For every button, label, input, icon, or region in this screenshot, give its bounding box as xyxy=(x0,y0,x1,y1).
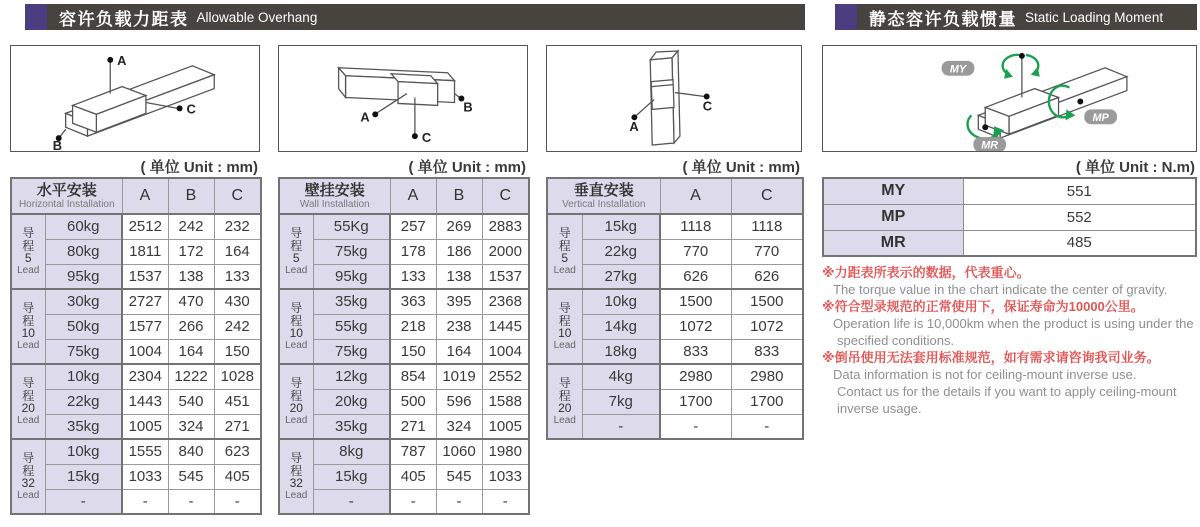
value-cell: 172 xyxy=(168,239,214,264)
load-cell: 35kg xyxy=(313,414,390,439)
table-row xyxy=(11,314,261,339)
header-title-en: Static Loading Moment xyxy=(1025,9,1164,25)
value-cell: 405 xyxy=(214,464,261,489)
moment-label: MP xyxy=(823,204,963,230)
moment-label: MR xyxy=(823,230,963,256)
value-cell: 266 xyxy=(168,314,214,339)
table-header-row xyxy=(279,178,529,214)
value-cell: 2883 xyxy=(482,214,529,239)
header-bar xyxy=(47,4,805,30)
value-cell: 363 xyxy=(390,289,436,314)
value-cell: 545 xyxy=(168,464,214,489)
column-header: A xyxy=(390,178,436,214)
lead-line: 程 xyxy=(290,313,303,328)
column-header: C xyxy=(482,178,529,214)
purple-accent-square xyxy=(25,4,47,30)
note-zh: ※倒吊使用无法套用标准规范，如有需求请咨询我司业务。 xyxy=(822,350,1160,365)
lead-en: Lead xyxy=(285,264,308,276)
value-cell: 1028 xyxy=(214,364,261,389)
lead-line: 导 xyxy=(22,226,35,241)
table-row xyxy=(11,214,261,239)
lead-line: 导 xyxy=(290,376,303,391)
lead-cell xyxy=(11,364,45,439)
value-cell: 430 xyxy=(214,289,261,314)
value-cell: 1072 xyxy=(660,314,731,339)
load-cell: 95kg xyxy=(313,264,390,289)
lead-line: 程 xyxy=(290,238,303,253)
value-cell: 1033 xyxy=(482,464,529,489)
unit-label-mm: ( 单位 Unit : mm) xyxy=(140,159,258,176)
lead-line: 32 xyxy=(21,476,35,491)
unit-label-mm: ( 单位 Unit : mm) xyxy=(682,159,800,176)
value-cell: 138 xyxy=(436,264,482,289)
value-cell: 269 xyxy=(436,214,482,239)
purple-accent-square xyxy=(835,4,857,30)
point-c-label: C xyxy=(421,130,432,146)
value-cell: - xyxy=(731,414,803,439)
value-cell: 1019 xyxy=(436,364,482,389)
point-c-dot xyxy=(177,105,183,111)
value-cell: 178 xyxy=(390,239,436,264)
table-row xyxy=(11,364,261,389)
value-cell: 1500 xyxy=(660,289,731,314)
table-row xyxy=(823,204,1196,230)
wall-installation-diagram xyxy=(278,45,528,152)
value-cell: 470 xyxy=(168,289,214,314)
value-cell: 1555 xyxy=(122,439,168,464)
value-cell: 405 xyxy=(390,464,436,489)
lead-line: 程 xyxy=(22,463,35,478)
header-static-loading-moment xyxy=(835,4,1197,30)
load-cell: 15kg xyxy=(313,464,390,489)
lead-cell xyxy=(279,364,313,439)
value-cell: 186 xyxy=(436,239,482,264)
lead-line: 程 xyxy=(22,313,35,328)
column-header: B xyxy=(436,178,482,214)
value-cell: 2980 xyxy=(731,364,803,389)
column-header: A xyxy=(122,178,168,214)
table-row xyxy=(279,339,529,364)
value-cell: - xyxy=(482,489,529,514)
value-cell: 2980 xyxy=(660,364,731,389)
load-cell: 60kg xyxy=(45,214,122,239)
table-row xyxy=(823,230,1196,256)
value-cell: 1980 xyxy=(482,439,529,464)
lead-line: 导 xyxy=(558,301,571,316)
lead-cell xyxy=(11,289,45,364)
lead-line: 导 xyxy=(290,301,303,316)
table-title xyxy=(547,178,660,214)
value-cell: 2552 xyxy=(482,364,529,389)
value-cell: 1004 xyxy=(122,339,168,364)
value-cell: 854 xyxy=(390,364,436,389)
value-cell: 133 xyxy=(390,264,436,289)
load-cell: 50kg xyxy=(45,314,122,339)
moment-value: 552 xyxy=(963,204,1196,230)
load-cell: 8kg xyxy=(313,439,390,464)
table-row xyxy=(279,289,529,314)
value-cell: 1118 xyxy=(660,214,731,239)
table-row xyxy=(11,264,261,289)
horizontal-installation-table xyxy=(10,177,262,515)
value-cell: 833 xyxy=(660,339,731,364)
lead-line: 10 xyxy=(289,326,303,341)
value-cell: 1537 xyxy=(122,264,168,289)
lead-line: 20 xyxy=(558,401,572,416)
value-cell: - xyxy=(122,489,168,514)
load-cell: - xyxy=(45,489,122,514)
value-cell: 626 xyxy=(660,264,731,289)
table-row xyxy=(823,178,1196,204)
lead-line: 导 xyxy=(558,376,571,391)
lead-line: 导 xyxy=(22,451,35,466)
lead-line: 20 xyxy=(289,401,303,416)
column-header: B xyxy=(168,178,214,214)
table-row xyxy=(11,414,261,439)
note-en: Data information is not for ceiling-mount inverse use. xyxy=(833,367,1137,382)
value-cell: 232 xyxy=(214,214,261,239)
load-cell: 22kg xyxy=(45,389,122,414)
note-en: The torque value in the chart indicate the center of gravity. xyxy=(833,282,1168,297)
load-cell: 15kg xyxy=(45,464,122,489)
load-cell: 75kg xyxy=(313,339,390,364)
lead-line: 程 xyxy=(558,313,571,328)
value-cell: 770 xyxy=(731,239,803,264)
value-cell: 164 xyxy=(214,239,261,264)
table-title-en: Vertical Installation xyxy=(562,199,646,210)
lead-line: 程 xyxy=(558,388,571,403)
table-row xyxy=(279,364,529,389)
value-cell: 1811 xyxy=(122,239,168,264)
value-cell: 324 xyxy=(436,414,482,439)
table-row xyxy=(279,214,529,239)
value-cell: 1072 xyxy=(731,314,803,339)
load-cell: 95kg xyxy=(45,264,122,289)
point-c-label: C xyxy=(186,101,196,117)
value-cell: 1588 xyxy=(482,389,529,414)
point-c-label: C xyxy=(702,98,713,114)
lead-line: 导 xyxy=(290,451,303,466)
point-b-label: B xyxy=(463,99,473,115)
lead-en: Lead xyxy=(553,414,576,426)
actuator-side-drawing xyxy=(279,46,527,151)
lead-line: 32 xyxy=(289,476,303,491)
table-header-row xyxy=(547,178,803,214)
lead-cell xyxy=(279,289,313,364)
lead-line: 5 xyxy=(292,251,300,266)
table-title-en: Wall Installation xyxy=(299,199,370,210)
lead-en: Lead xyxy=(285,339,308,351)
load-cell: 15kg xyxy=(582,214,660,239)
value-cell: 1700 xyxy=(660,389,731,414)
note-zh: ※力距表所表示的数据，代表重心。 xyxy=(822,265,1030,280)
table-row xyxy=(547,239,803,264)
note-en: Operation life is 10,000km when the product is using under the xyxy=(833,316,1194,331)
lead-en: Lead xyxy=(553,339,576,351)
value-cell: 626 xyxy=(731,264,803,289)
vertical-installation-diagram xyxy=(546,45,802,152)
value-cell: 500 xyxy=(390,389,436,414)
header-title-zh: 静态容许负载惯量 xyxy=(869,9,1017,29)
value-cell: 257 xyxy=(390,214,436,239)
value-cell: 2368 xyxy=(482,289,529,314)
column-header: C xyxy=(731,178,803,214)
table-row xyxy=(547,389,803,414)
table-row xyxy=(11,289,261,314)
value-cell: - xyxy=(390,489,436,514)
load-cell: - xyxy=(582,414,660,439)
header-title-en: Allowable Overhang xyxy=(196,9,318,25)
lead-en: Lead xyxy=(17,264,40,276)
lead-line: 5 xyxy=(24,251,32,266)
value-cell: 1700 xyxy=(731,389,803,414)
table-title xyxy=(11,178,122,214)
header-allowable-overhang xyxy=(25,4,805,30)
lead-en: Lead xyxy=(285,489,308,501)
moment-axes-drawing xyxy=(823,46,1196,151)
point-c-dot xyxy=(412,133,418,139)
load-cell: 55Kg xyxy=(313,214,390,239)
point-a-dot xyxy=(107,57,113,63)
point-a-dot xyxy=(372,111,378,117)
lead-line: 5 xyxy=(561,251,569,266)
lead-cell xyxy=(547,214,582,289)
table-title-zh: 水平安装 xyxy=(36,182,97,199)
note-en: inverse usage. xyxy=(837,401,922,416)
value-cell: 150 xyxy=(390,339,436,364)
value-cell: 2000 xyxy=(482,239,529,264)
value-cell: 2512 xyxy=(122,214,168,239)
load-cell: 35kg xyxy=(313,289,390,314)
value-cell: 540 xyxy=(168,389,214,414)
load-cell: 4kg xyxy=(582,364,660,389)
value-cell: 787 xyxy=(390,439,436,464)
lead-cell xyxy=(11,439,45,514)
moment-table xyxy=(822,177,1197,257)
value-cell: 1577 xyxy=(122,314,168,339)
table-header-row xyxy=(11,178,261,214)
note-zh: ※符合型录规范的正常使用下，保证寿命为10000公里。 xyxy=(822,299,1144,314)
vertical-section xyxy=(546,45,802,440)
lead-cell xyxy=(547,364,582,439)
value-cell: 1004 xyxy=(482,339,529,364)
lead-line: 导 xyxy=(290,226,303,241)
column-header: C xyxy=(214,178,261,214)
lead-cell xyxy=(547,289,582,364)
table-title-zh: 垂直安装 xyxy=(573,182,634,199)
table-title-en: Horizontal Installation xyxy=(18,199,115,210)
table-row xyxy=(279,314,529,339)
wall-installation-table xyxy=(278,177,530,515)
lead-en: Lead xyxy=(17,339,40,351)
value-cell: 395 xyxy=(436,289,482,314)
table-row xyxy=(279,414,529,439)
table-row xyxy=(279,389,529,414)
mr-label: MR xyxy=(981,139,999,151)
value-cell: - xyxy=(660,414,731,439)
value-cell: 545 xyxy=(436,464,482,489)
lead-line: 程 xyxy=(22,238,35,253)
value-cell: 133 xyxy=(214,264,261,289)
load-cell: 75kg xyxy=(313,239,390,264)
lead-line: 10 xyxy=(21,326,35,341)
table-row xyxy=(547,364,803,389)
table-row xyxy=(11,239,261,264)
value-cell: 1005 xyxy=(482,414,529,439)
value-cell: 2304 xyxy=(122,364,168,389)
table-row xyxy=(11,339,261,364)
point-a-label: A xyxy=(629,119,639,135)
value-cell: 1005 xyxy=(122,414,168,439)
lead-line: 导 xyxy=(558,226,571,241)
lead-line: 10 xyxy=(558,326,572,341)
load-cell: 12kg xyxy=(313,364,390,389)
table-title xyxy=(279,178,390,214)
point-a-label: A xyxy=(117,52,127,68)
load-cell: 30kg xyxy=(45,289,122,314)
horizontal-installation-diagram xyxy=(10,45,260,152)
load-cell: 10kg xyxy=(45,364,122,389)
note-en: Contact us for the details if you want to apply ceiling-mount xyxy=(837,384,1177,399)
load-cell: 55kg xyxy=(313,314,390,339)
load-cell: 22kg xyxy=(582,239,660,264)
load-cell: 14kg xyxy=(582,314,660,339)
value-cell: 451 xyxy=(214,389,261,414)
lead-line: 程 xyxy=(22,388,35,403)
value-cell: 1060 xyxy=(436,439,482,464)
lead-en: Lead xyxy=(553,264,576,276)
value-cell: 2727 xyxy=(122,289,168,314)
header-bar xyxy=(857,4,1197,30)
table-row xyxy=(11,489,261,514)
value-cell: 596 xyxy=(436,389,482,414)
mp-label: MP xyxy=(1092,111,1109,124)
load-cell: 10kg xyxy=(45,439,122,464)
table-row xyxy=(279,464,529,489)
unit-label-mm: ( 单位 Unit : mm) xyxy=(408,159,526,176)
value-cell: 833 xyxy=(731,339,803,364)
lead-line: 导 xyxy=(22,301,35,316)
table-row xyxy=(547,264,803,289)
load-cell: - xyxy=(313,489,390,514)
column-header: A xyxy=(660,178,731,214)
table-row xyxy=(279,239,529,264)
value-cell: 1537 xyxy=(482,264,529,289)
load-cell: 27kg xyxy=(582,264,660,289)
value-cell: 164 xyxy=(436,339,482,364)
lead-cell xyxy=(11,214,45,289)
load-cell: 7kg xyxy=(582,389,660,414)
notes xyxy=(822,264,1197,417)
value-cell: 164 xyxy=(168,339,214,364)
header-title-zh: 容许负载力距表 xyxy=(59,9,189,29)
lead-cell xyxy=(279,439,313,514)
moment-label: MY xyxy=(823,178,963,204)
moment-value: 485 xyxy=(963,230,1196,256)
load-cell: 20kg xyxy=(313,389,390,414)
table-row xyxy=(547,289,803,314)
table-row xyxy=(279,264,529,289)
unit-label-nm: ( 单位 Unit : N.m) xyxy=(1075,159,1195,176)
value-cell: - xyxy=(168,489,214,514)
wall-section xyxy=(278,45,528,515)
load-cell: 80kg xyxy=(45,239,122,264)
load-cell: 35kg xyxy=(45,414,122,439)
value-cell: 1118 xyxy=(731,214,803,239)
lead-cell xyxy=(279,214,313,289)
value-cell: 840 xyxy=(168,439,214,464)
value-cell: 1500 xyxy=(731,289,803,314)
value-cell: 1222 xyxy=(168,364,214,389)
load-cell: 75kg xyxy=(45,339,122,364)
my-label: MY xyxy=(949,63,967,76)
lead-line: 程 xyxy=(290,463,303,478)
actuator-vertical-drawing xyxy=(547,46,801,151)
point-a-label: A xyxy=(360,109,370,125)
value-cell: 242 xyxy=(214,314,261,339)
lead-en: Lead xyxy=(285,414,308,426)
table-row xyxy=(11,439,261,464)
horizontal-section xyxy=(10,45,260,515)
table-row xyxy=(547,314,803,339)
table-row xyxy=(547,214,803,239)
value-cell: 324 xyxy=(168,414,214,439)
note-en: specified conditions. xyxy=(837,333,955,348)
value-cell: 770 xyxy=(660,239,731,264)
value-cell: 623 xyxy=(214,439,261,464)
table-row xyxy=(547,339,803,364)
value-cell: 1033 xyxy=(122,464,168,489)
lead-line: 程 xyxy=(290,388,303,403)
table-row xyxy=(279,439,529,464)
lead-en: Lead xyxy=(17,414,40,426)
vertical-installation-table xyxy=(546,177,804,440)
table-row xyxy=(279,489,529,514)
value-cell: 271 xyxy=(214,414,261,439)
table-row xyxy=(11,464,261,489)
value-cell: - xyxy=(214,489,261,514)
lead-line: 程 xyxy=(558,238,571,253)
load-cell: 10kg xyxy=(582,289,660,314)
value-cell: 138 xyxy=(168,264,214,289)
value-cell: 150 xyxy=(214,339,261,364)
table-row xyxy=(11,389,261,414)
lead-en: Lead xyxy=(17,489,40,501)
load-cell: 18kg xyxy=(582,339,660,364)
lead-line: 导 xyxy=(22,376,35,391)
value-cell: 1445 xyxy=(482,314,529,339)
value-cell: 271 xyxy=(390,414,436,439)
moment-value: 551 xyxy=(963,178,1196,204)
value-cell: 1443 xyxy=(122,389,168,414)
lead-line: 20 xyxy=(21,401,35,416)
value-cell: 218 xyxy=(390,314,436,339)
point-b-label: B xyxy=(52,138,63,151)
moment-section xyxy=(822,45,1197,417)
value-cell: - xyxy=(436,489,482,514)
static-loading-moment-diagram xyxy=(822,45,1197,152)
table-row xyxy=(547,414,803,439)
table-title-zh: 壁挂安装 xyxy=(304,182,365,199)
value-cell: 242 xyxy=(168,214,214,239)
value-cell: 238 xyxy=(436,314,482,339)
actuator-isometric-drawing xyxy=(11,46,259,151)
